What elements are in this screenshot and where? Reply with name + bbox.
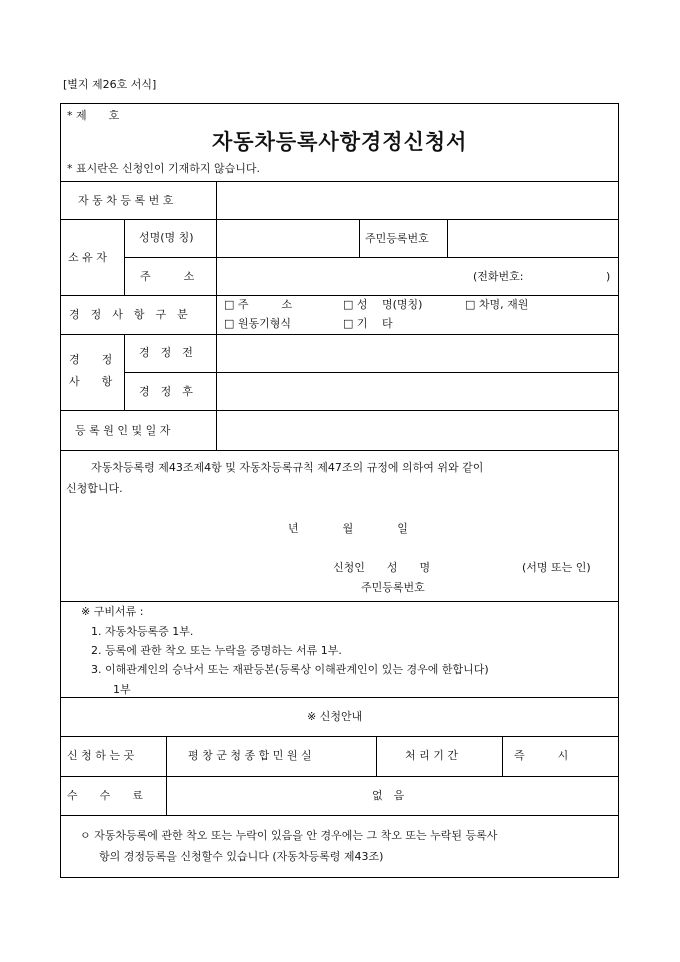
cause-date-field[interactable] — [217, 411, 618, 450]
correction-label: 사 항 — [69, 375, 113, 388]
rule — [60, 815, 619, 816]
cause-date-label: 등 록 원 인 및 일 자 — [75, 424, 171, 437]
rule — [376, 736, 377, 776]
footnote: ㅇ 자동차등록에 관한 착오 또는 누락이 있음을 안 경우에는 그 착오 또는 누락된 등록사 — [80, 829, 498, 842]
registration-number-label: 자 동 차 등 록 번 호 — [78, 194, 174, 207]
receipt-number-label: * 제 호 — [67, 109, 120, 122]
period-label: 처 리 기 간 — [405, 749, 458, 762]
rule — [60, 697, 619, 698]
page-title: 자동차등록사항경정신청서 — [212, 129, 468, 154]
applicant-name-label: 신청인 성 명 — [333, 561, 431, 574]
category-model-checkbox[interactable]: □ 차명, 재원 — [465, 298, 529, 311]
declaration-text: 신청합니다. — [66, 482, 123, 495]
owner-name-label: 성명(명 칭) — [139, 231, 194, 244]
correction-label: 경 정 — [69, 353, 113, 366]
application-date: 년 월 일 — [288, 522, 408, 535]
owner-address-label: 주 소 — [140, 270, 195, 283]
rule — [60, 601, 619, 602]
category-label: 경 정 사 항 구 분 — [69, 308, 188, 321]
rule — [60, 736, 619, 737]
owner-label: 소 유 자 — [68, 251, 107, 264]
document-item: 3. 이해관계인의 승낙서 또는 재판등본(등록상 이해관계인이 있는 경우에 한합니다) — [91, 663, 489, 676]
before-label: 경 정 전 — [139, 346, 193, 359]
category-address-checkbox[interactable]: □ 주 소 — [224, 298, 293, 311]
after-label: 경 정 후 — [139, 385, 193, 398]
form-label: [별지 제26호 서식] — [63, 78, 157, 91]
guide-heading: ※ 신청안내 — [307, 710, 363, 723]
rule — [124, 334, 125, 410]
phone-label: (전화번호: — [473, 270, 524, 283]
registration-number-field[interactable] — [217, 182, 618, 219]
rule — [359, 219, 360, 257]
category-name-checkbox[interactable]: □ 성 명(명칭) — [343, 298, 423, 311]
place-label: 신 청 하 는 곳 — [67, 749, 135, 762]
resident-number-field[interactable] — [448, 220, 618, 257]
document-item: 2. 등록에 관한 착오 또는 누락을 증명하는 서류 1부. — [91, 644, 342, 657]
rule — [166, 736, 167, 815]
rule — [60, 450, 619, 451]
rule — [60, 295, 619, 296]
category-other-checkbox[interactable]: □ 기 타 — [343, 317, 393, 330]
rule — [60, 776, 619, 777]
fee-label: 수 수 료 — [67, 789, 143, 802]
place-value: 평 창 군 청 종 합 민 원 실 — [188, 749, 312, 762]
category-engine-checkbox[interactable]: □ 원동기형식 — [224, 317, 292, 330]
signature-label: (서명 또는 인) — [522, 561, 591, 574]
owner-address-field[interactable] — [217, 258, 471, 295]
before-field[interactable] — [217, 335, 618, 372]
resident-number-label: 주민등록번호 — [365, 232, 429, 245]
header-note: * 표시란은 신청인이 기재하지 않습니다. — [67, 162, 260, 175]
phone-close: ) — [606, 270, 611, 283]
footnote: 항의 경정등록을 신청할수 있습니다 (자동차등록령 제43조) — [99, 850, 384, 863]
after-field[interactable] — [217, 373, 618, 410]
document-item: 1부 — [113, 683, 131, 696]
period-value: 즉 시 — [514, 749, 569, 762]
document-item: 1. 자동차등록증 1부. — [91, 625, 194, 638]
rule — [502, 736, 503, 776]
documents-heading: ※ 구비서류 : — [81, 605, 144, 618]
fee-value: 없 음 — [372, 789, 405, 802]
rule — [124, 219, 125, 295]
declaration-text: 자동차등록령 제43조제4항 및 자동차등록규칙 제47조의 규정에 의하여 위와 같이 — [91, 461, 484, 474]
applicant-resident-number-label: 주민등록번호 — [361, 581, 425, 594]
owner-name-field[interactable] — [217, 220, 359, 257]
